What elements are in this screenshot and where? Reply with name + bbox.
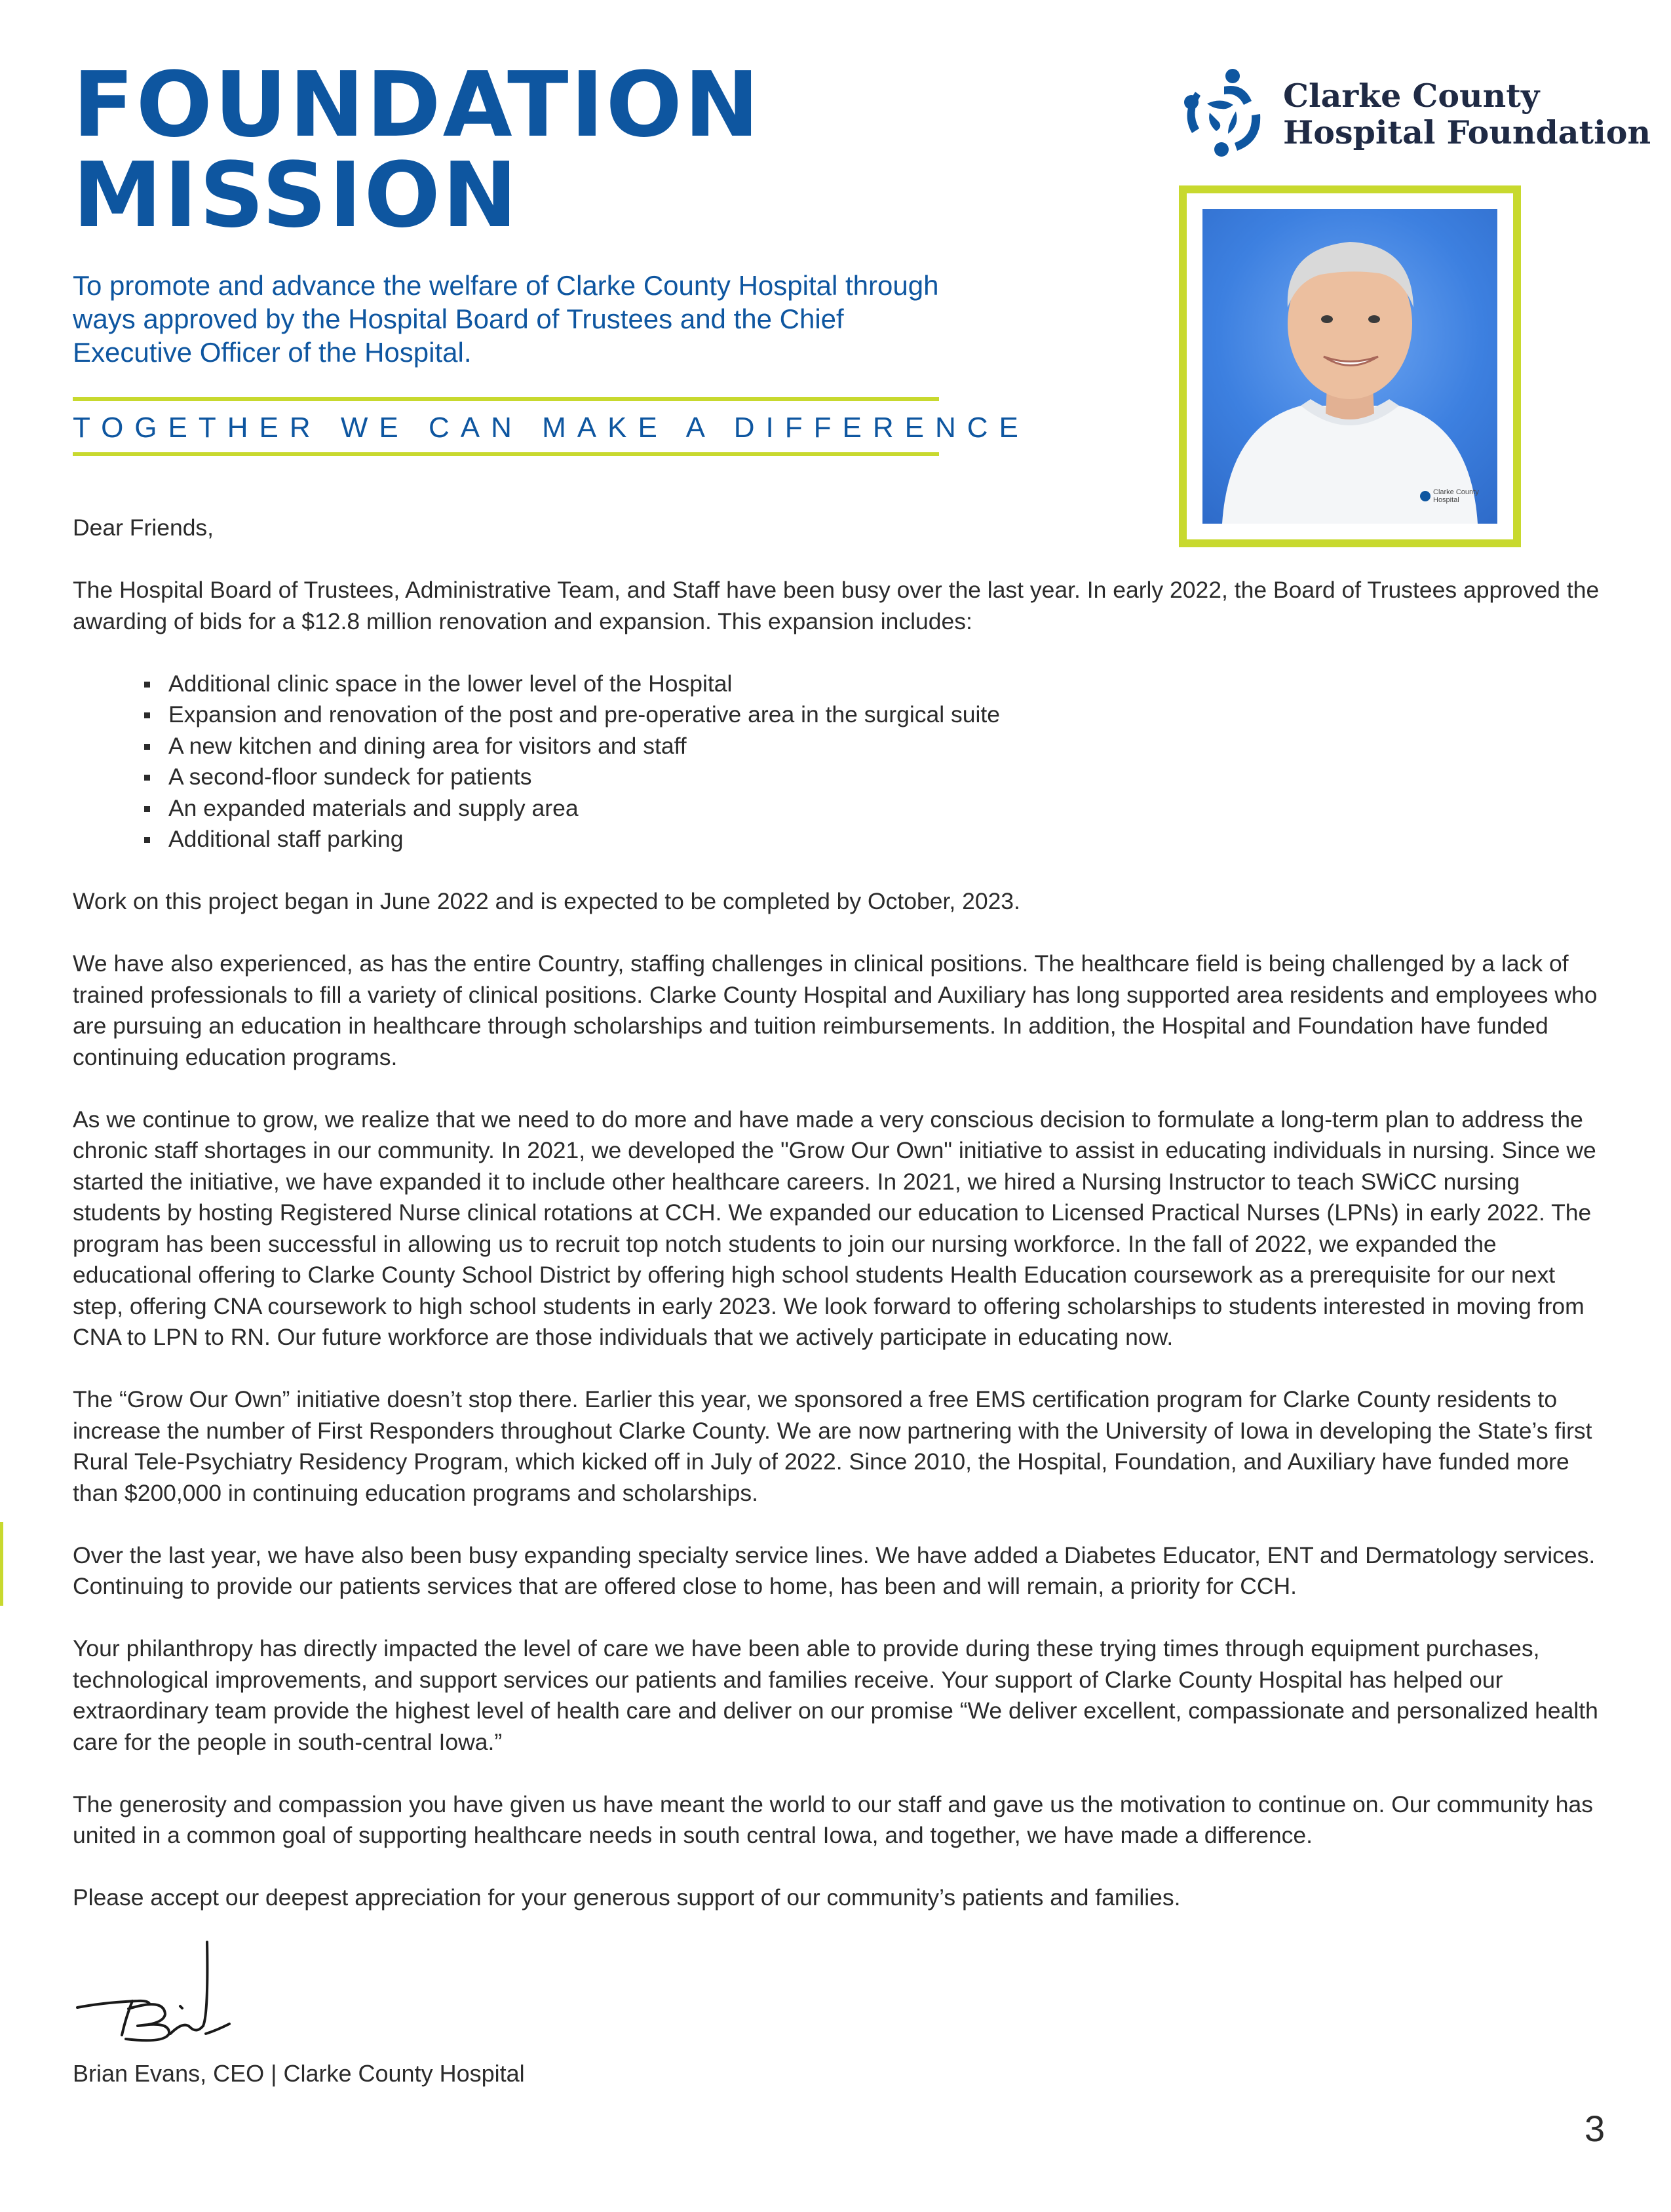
edge-accent-bar bbox=[0, 1522, 3, 1606]
photo-frame bbox=[1179, 185, 1521, 547]
paragraph-generosity: The generosity and compassion you have given us have meant the world to our staff and gave us the motivation to continue on. Our community has united in a common goal of supporting healthcare needs in south central Iowa, and together, we have made a difference. bbox=[73, 1791, 1594, 1848]
handwritten-signature bbox=[66, 1935, 236, 2047]
paragraph-staffing-challenges: We have also experienced, as has the entire Country, staffing challenges in clinical positions. The healthcare field is being challenged by a lack of trained professionals to fill a variety of clinical positions. Clarke County Hospital and Auxiliary has long supported area residents and employees who are pursuing an education in healthcare through scholarships and tuition reimbursements. In addition, the Hospital and Foundation have funded continuing education programs. bbox=[73, 950, 1598, 1070]
page-title bbox=[73, 53, 761, 248]
mission-statement: To promote and advance the welfare of Clarke County Hospital through ways approved by the Hospital Board of Trustees and the Chief Executive Officer of the Hospital. bbox=[73, 270, 939, 368]
paragraph-grow-our-own: As we continue to grow, we realize that we need to do more and have made a very conscious decision to formulate a long-term plan to address the chronic staff shortages in our community. In 2021, we developed the "Grow Our Own" initiative to assist in educating individuals in nursing. Since we started the initiative, we have expanded it to include other healthcare careers. In 2021, we hired a Nursing Instructor to teach SWiCC nursing students by hosting Registered Nurse clinical rotations at CCH. We expanded our education to Licensed Practical Nurses (LPNs) in early 2022. The program has been successful in allowing us to recruit top notch students to join our nursing workforce. In the fall of 2022, we expanded the educational offering to Clarke County School District by offering high school students Health Education coursework as a prerequisite for our next step, offering CNA coursework to high school students in early 2023. We look forward to offering scholarships to students interested in moving from CNA to LPN to RN. Our future workforce are those individuals that we actively participate in educating now. bbox=[73, 1106, 1596, 1350]
title-line-2: MISSION bbox=[73, 144, 520, 248]
greeting: Dear Friends, bbox=[73, 514, 214, 541]
people-circle-logo-icon bbox=[1170, 63, 1269, 161]
foundation-logo bbox=[1170, 63, 1651, 161]
shirt-logo: Clarke County Hospital bbox=[1433, 488, 1479, 504]
list-item: Expansion and renovation of the post and pre-operative area in the surgical suite bbox=[168, 699, 1600, 731]
portrait-photo bbox=[1202, 209, 1497, 524]
signoff: Brian Evans, CEO | Clarke County Hospital bbox=[73, 2060, 525, 2087]
list-item: Additional staff parking bbox=[168, 824, 1600, 855]
logo-wordmark bbox=[1283, 77, 1651, 151]
portrait-illustration bbox=[1202, 209, 1497, 524]
list-item: An expanded materials and supply area bbox=[168, 793, 1600, 825]
list-item: Additional clinic space in the lower level of the Hospital bbox=[168, 669, 1600, 700]
paragraph-appreciation: Please accept our deepest appreciation for your generous support of our community’s patients and families. bbox=[73, 1884, 1181, 1911]
paragraph-expansion-intro: The Hospital Board of Trustees, Administrative Team, and Staff have been busy over the last year. In early 2022, the Board of Trustees approved the awarding of bids for a $12.8 million renovation and expansion. This expansion includes: bbox=[73, 577, 1600, 634]
paragraph-philanthropy: Your philanthropy has directly impacted the level of care we have been able to provide during these trying times through equipment purchases, technological improvements, and support services our patients and families receive. Your support of Clarke County Hospital has helped our extraordinary team provide the highest level of health care and deliver on our promise “We deliver excellent, compassionate and personalized health care for the people in south-central Iowa.” bbox=[73, 1635, 1598, 1755]
logo-line-1: Clarke County bbox=[1283, 77, 1540, 115]
tagline-top-rule bbox=[73, 397, 939, 401]
paragraph-specialty-services: Over the last year, we have also been busy expanding specialty service lines. We have added a Diabetes Educator, ENT and Dermatology services. Continuing to provide our patients services that are offered close to home, has been and will remain, a priority for CCH. bbox=[73, 1542, 1596, 1599]
expansion-list bbox=[73, 669, 1600, 855]
page-number: 3 bbox=[1585, 2108, 1605, 2149]
paragraph-initiative-expansion: The “Grow Our Own” initiative doesn’t stop there. Earlier this year, we sponsored a free EMS certification program for Clarke County residents to increase the number of First Responders throughout Clarke County. We are now partnering with the University of Iowa in developing the State’s first Rural Tele-Psychiatry Residency Program, which kicked off in July of 2022. Since 2010, the Hospital, Foundation, and Auxiliary have funded more than $200,000 in continuing education programs and scholarships. bbox=[73, 1386, 1592, 1506]
list-item: A new kitchen and dining area for visitors and staff bbox=[168, 731, 1600, 762]
letter-body bbox=[73, 513, 1600, 1945]
paragraph-project-timeline: Work on this project began in June 2022 and is expected to be completed by October, 2023. bbox=[73, 888, 1020, 914]
tagline: TOGETHER WE CAN MAKE A DIFFERENCE bbox=[73, 412, 1029, 444]
title-line-1: FOUNDATION bbox=[73, 53, 761, 157]
list-item: A second-floor sundeck for patients bbox=[168, 762, 1600, 793]
logo-line-2: Hospital Foundation bbox=[1283, 113, 1651, 151]
tagline-bottom-rule bbox=[73, 452, 939, 456]
